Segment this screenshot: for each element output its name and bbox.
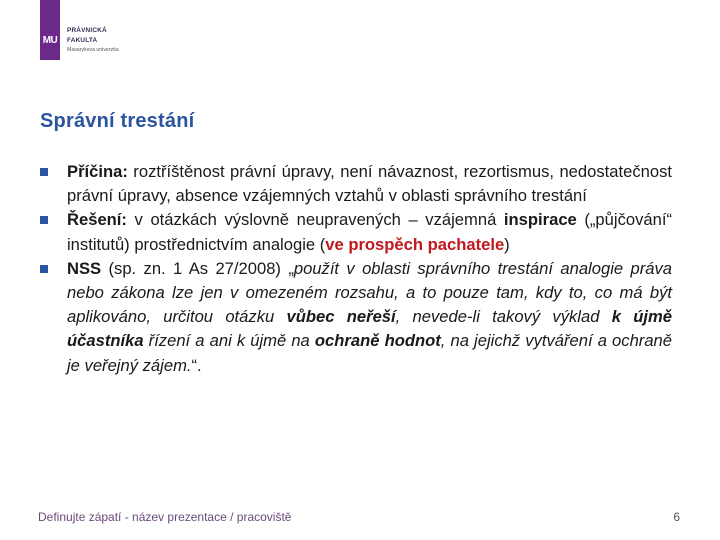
bullet-term: Řešení: xyxy=(67,210,127,230)
bullet-text: (sp. zn. 1 As 27/2008) „ xyxy=(101,258,294,278)
logo-monogram: MU xyxy=(42,34,58,46)
faculty-logo-mark xyxy=(40,0,60,60)
bullet-quote: řízení a ani k újmě na xyxy=(143,331,315,351)
bullet-quote: , nevede-li takový výklad xyxy=(395,307,612,327)
logo-line-1: PRÁVNICKÁ xyxy=(67,27,107,34)
bullet-text: v otázkách výslovně neupravených – vzájemná xyxy=(126,210,504,230)
bullet-term: Příčina: xyxy=(67,162,128,181)
bullet-solution xyxy=(40,208,672,256)
slide-title: Správní trestání xyxy=(40,110,195,132)
bullet-text: („půjčování“ institutů) prostřednictvím analogie ( xyxy=(67,210,672,254)
logo-line-2: FAKULTA xyxy=(67,37,98,44)
bullet-quote-emphasis: ochraně hodnot xyxy=(314,331,441,351)
bullet-quote-emphasis: k újmě účastníka xyxy=(67,307,672,351)
bullet-square-icon xyxy=(40,168,48,176)
bullet-text: ) xyxy=(504,234,510,254)
bullet-term: NSS xyxy=(67,258,102,278)
bullet-quote: použít v oblasti správního trestání analogie práva nebo zákona lze jen v omezeném rozsahu, a to pouze tam, kdy to, co má být aplikováno, určitou otázku xyxy=(67,258,672,327)
bullet-quote: , na jejichž vytváření a ochraně je veřejný zájem. xyxy=(67,331,673,375)
bullet-cause xyxy=(40,160,672,208)
bullet-emphasis: inspirace xyxy=(503,210,577,230)
slide-footer: Definujte zápatí - název prezentace / pracoviště xyxy=(38,510,292,524)
faculty-logo-text xyxy=(67,27,119,53)
bullet-quote-emphasis: vůbec neřeší xyxy=(286,307,396,327)
bullet-text: roztříštěnost právní úpravy, není návaznost, rezortismus, nedostatečnost právní úpravy, absence vzájemných vztahů v oblasti správního trestání xyxy=(67,162,672,206)
bullet-text: “. xyxy=(191,355,202,375)
bullet-highlight: ve prospěch pachatele xyxy=(325,234,505,254)
bullet-nss xyxy=(40,257,672,378)
slide-content xyxy=(40,160,672,378)
logo-line-3: Masarykova univerzita xyxy=(67,47,119,53)
bullet-square-icon xyxy=(40,265,48,273)
page-number: 6 xyxy=(673,510,680,524)
bullet-square-icon xyxy=(40,216,48,224)
